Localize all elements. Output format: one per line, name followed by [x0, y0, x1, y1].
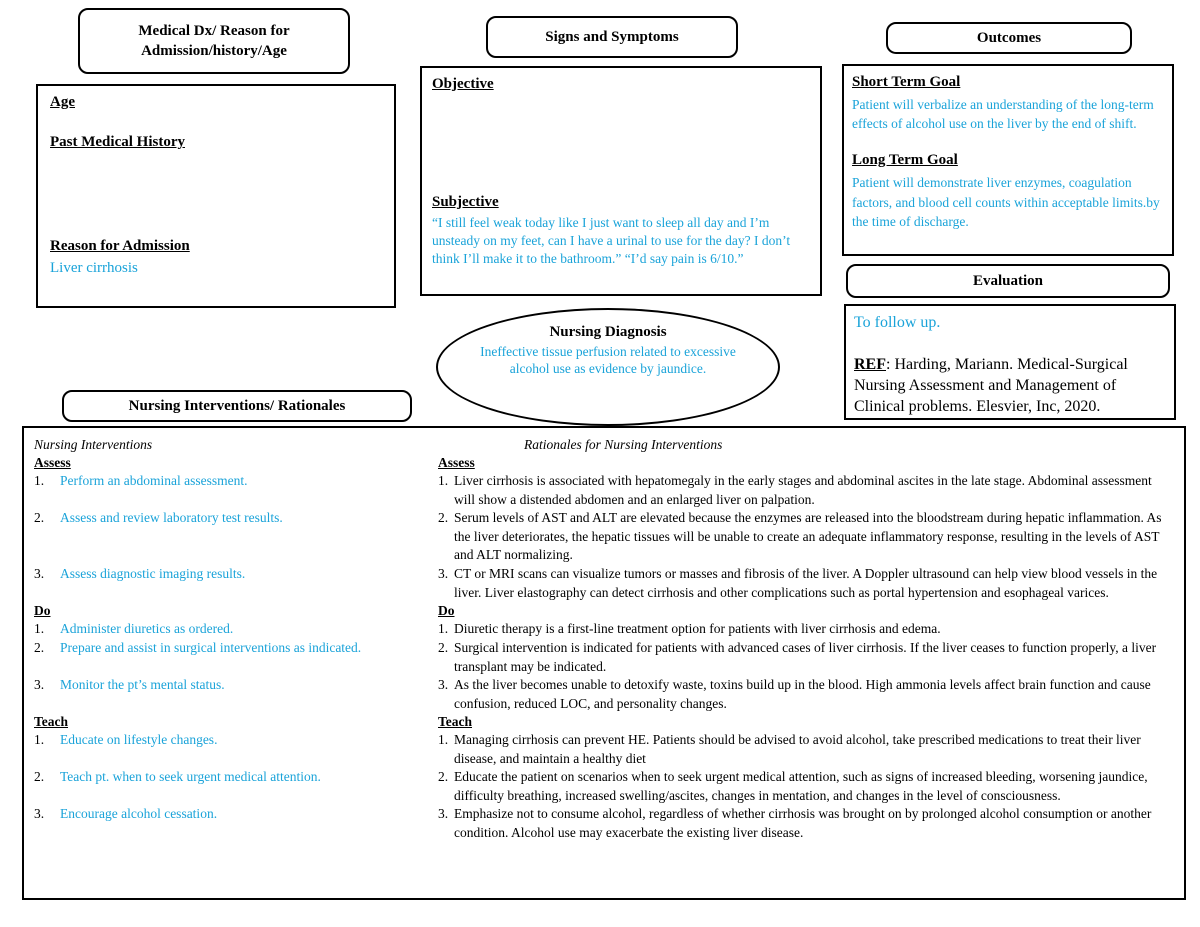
signs-header: Signs and Symptoms [545, 28, 679, 45]
rationale-item [438, 472, 1174, 509]
teach-list [34, 731, 434, 842]
outcomes-box [842, 64, 1174, 256]
intervention-number: 3. [34, 806, 45, 821]
medical-dx-box [36, 84, 396, 308]
long-term-goal-text: Patient will demonstrate liver enzymes, coagulation factors, and blood cell counts within acceptable limits.by the time of discharge. [852, 175, 1160, 229]
short-term-goal-text: Patient will verbalize an understanding of the long-term effects of alcohol use on the liver by the end of shift. [852, 97, 1154, 131]
rationale-item [438, 768, 1174, 805]
assess-label: Assess [34, 455, 71, 470]
rationale-number: 1. [438, 473, 449, 488]
interventions-column [34, 436, 434, 842]
do-label: Do [34, 603, 51, 618]
evaluation-box [844, 304, 1176, 420]
intervention-number: 2. [34, 510, 45, 525]
intervention-number: 2. [34, 640, 45, 655]
rationale-item [438, 805, 1174, 842]
rationale-item [438, 639, 1174, 676]
signs-box [420, 66, 822, 296]
medical-dx-header-box [78, 8, 350, 74]
intervention-item [34, 565, 434, 602]
intervention-number: 3. [34, 566, 45, 581]
assess-label-right: Assess [438, 455, 475, 470]
evaluation-reference [854, 354, 1170, 417]
intervention-text: Prepare and assist in surgical interventions as indicated. [60, 640, 362, 655]
evaluation-header: Evaluation [972, 272, 1044, 289]
do-list [34, 620, 434, 713]
intervention-number: 2. [34, 769, 45, 784]
rationale-item [438, 731, 1174, 768]
interventions-header: Nursing Interventions/ Rationales [128, 397, 346, 414]
rationale-text: Diuretic therapy is a first-line treatment option for patients with liver cirrhosis and edema. [454, 621, 941, 636]
interventions-title: Nursing Interventions [34, 437, 153, 452]
outcomes-header: Outcomes [976, 29, 1042, 46]
intervention-item [34, 509, 434, 565]
nursing-diagnosis-text: Ineffective tissue perfusion related to excessive alcohol use as evidence by jaundice. [480, 344, 736, 376]
rationales-title: Rationales for Nursing Interventions [524, 437, 723, 452]
intervention-item [34, 620, 434, 639]
reason-for-admission-label: Reason for Admission [50, 238, 190, 254]
nursing-diagnosis-header: Nursing Diagnosis [549, 324, 667, 340]
intervention-text: Encourage alcohol cessation. [60, 806, 218, 821]
rationale-item [438, 676, 1174, 713]
intervention-item [34, 805, 434, 842]
intervention-number: 1. [34, 732, 45, 747]
long-term-goal-label: Long Term Goal [852, 152, 958, 168]
teach-label-right: Teach [438, 714, 473, 729]
teach-rationales [438, 731, 1174, 842]
ref-label: REF [854, 356, 886, 373]
rationale-text: Managing cirrhosis can prevent HE. Patients should be advised to avoid alcohol, take prescribed medications to treat their liver disease, and maintain a healthy diet [454, 732, 1141, 766]
rationale-text: As the liver becomes unable to detoxify waste, toxins build up in the blood. High ammonia levels affect brain function and cause confusion, reduced LOC, and personality changes. [454, 677, 1151, 711]
reason-value: Liver cirrhosis [50, 260, 138, 276]
intervention-number: 1. [34, 473, 45, 488]
evaluation-header-box [846, 264, 1170, 298]
intervention-item [34, 472, 434, 509]
rationale-number: 2. [438, 510, 449, 525]
rationale-item [438, 509, 1174, 565]
signs-header-box [486, 16, 738, 58]
rationale-number: 3. [438, 677, 449, 692]
intervention-text: Assess and review laboratory test results. [60, 510, 283, 525]
interventions-table [22, 426, 1186, 900]
nursing-diagnosis-ellipse [436, 308, 780, 426]
intervention-text: Monitor the pt’s mental status. [60, 677, 225, 692]
intervention-text: Administer diuretics as ordered. [60, 621, 234, 636]
rationale-text: Educate the patient on scenarios when to seek urgent medical attention, such as signs of increased bleeding, worsening jaundice, difficulty breathing, increased swelling/ascites, changes in mentation, and changes in the level of consciousness. [454, 769, 1148, 803]
rationales-column [438, 436, 1174, 842]
subjective-text: “I still feel weak today like I just want to sleep all day and I’m unsteady on my feet, can I have a urinal to use for the day? I don’t think I’ll make it to the bathroom.” “I’d say pain is 6/10.” [432, 215, 791, 266]
rationale-item [438, 620, 1174, 639]
past-medical-history-label: Past Medical History [50, 134, 185, 150]
evaluation-follow-up: To follow up. [854, 314, 941, 331]
intervention-item [34, 639, 434, 676]
short-term-goal-label: Short Term Goal [852, 74, 961, 90]
intervention-item [34, 731, 434, 768]
medical-dx-header: Medical Dx/ Reason for Admission/history/Age [138, 23, 290, 59]
intervention-number: 1. [34, 621, 45, 636]
rationale-number: 2. [438, 769, 449, 784]
intervention-text: Perform an abdominal assessment. [60, 473, 248, 488]
rationale-number: 3. [438, 566, 449, 581]
assess-rationales [438, 472, 1174, 602]
teach-label: Teach [34, 714, 69, 729]
interventions-header-box [62, 390, 412, 422]
intervention-number: 3. [34, 677, 45, 692]
outcomes-header-box [886, 22, 1132, 54]
rationale-text: CT or MRI scans can visualize tumors or masses and fibrosis of the liver. A Doppler ultrasound can help view blood vessels in the liver. Liver elastography can detect cirrhosis and other complications such as portal hypertension and esophageal varices. [454, 566, 1158, 600]
ref-text: : Harding, Mariann. Medical-Surgical Nursing Assessment and Management of Clinical problems. Elesvier, Inc, 2020. [854, 356, 1128, 415]
intervention-text: Teach pt. when to seek urgent medical attention. [60, 769, 321, 784]
assess-list [34, 472, 434, 602]
intervention-text: Assess diagnostic imaging results. [60, 566, 246, 581]
age-label: Age [50, 94, 75, 110]
rationale-number: 3. [438, 806, 449, 821]
objective-label: Objective [432, 76, 494, 92]
rationale-number: 2. [438, 640, 449, 655]
rationale-number: 1. [438, 732, 449, 747]
rationale-text: Surgical intervention is indicated for patients with advanced cases of liver cirrhosis. If the liver ceases to function properly, a liver transplant may be indicated. [454, 640, 1157, 674]
rationale-number: 1. [438, 621, 449, 636]
intervention-item [34, 676, 434, 713]
rationale-item [438, 565, 1174, 602]
do-label-right: Do [438, 603, 455, 618]
intervention-item [34, 768, 434, 805]
rationale-text: Serum levels of AST and ALT are elevated because the enzymes are released into the bloodstream during hepatic inflammation. As the liver deteriorates, the hepatic tissues will be unable to create an adequate inflammatory response, resulting in the levels of AST and ALT normalizing. [454, 510, 1162, 562]
do-rationales [438, 620, 1174, 713]
intervention-text: Educate on lifestyle changes. [60, 732, 218, 747]
subjective-label: Subjective [432, 194, 499, 210]
rationale-text: Liver cirrhosis is associated with hepatomegaly in the early stages and abdominal ascites in the late stage. Abdominal assessment will show a distended abdomen and an enlarged liver on palpation. [454, 473, 1152, 507]
rationale-text: Emphasize not to consume alcohol, regardless of whether cirrhosis was brought on by prolonged alcohol consumption or another condition. Alcohol use may exacerbate the existing liver disease. [454, 806, 1152, 840]
